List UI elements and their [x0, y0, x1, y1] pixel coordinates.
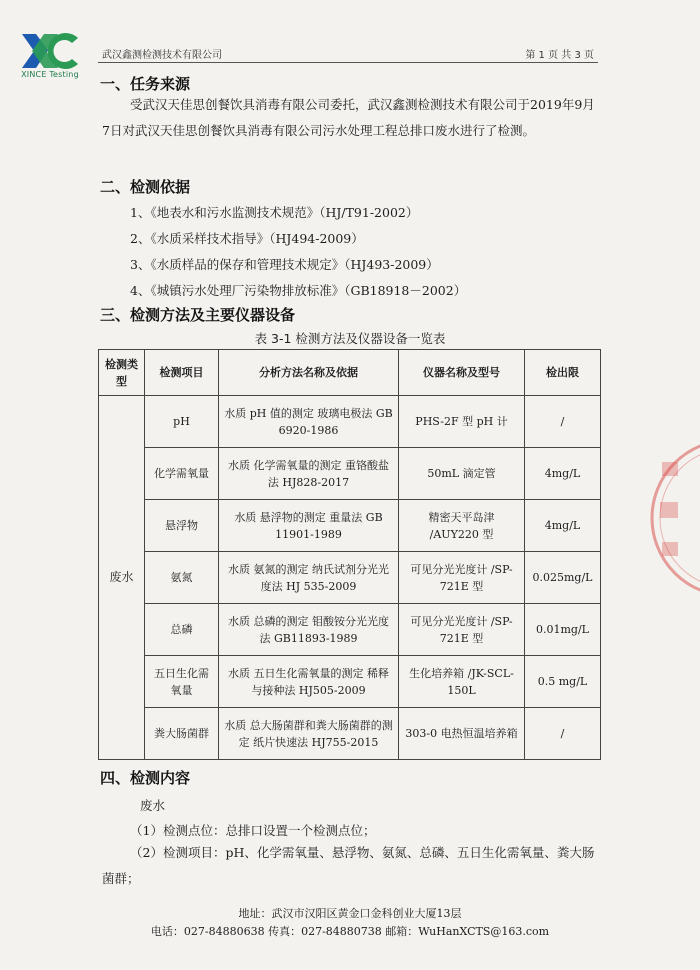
item-cell: 化学需氧量 [145, 448, 219, 500]
method-cell: 水质 pH 值的测定 玻璃电极法 GB 6920-1986 [219, 396, 399, 448]
item-cell: 悬浮物 [145, 500, 219, 552]
section-heading-content: 四、检测内容 [100, 769, 191, 787]
header-company-name: 武汉鑫测检测技术有限公司 [102, 50, 222, 61]
method-cell: 水质 氨氮的测定 纳氏试剂分光光度法 HJ 535-2009 [219, 552, 399, 604]
column-header: 仪器名称及型号 [399, 350, 525, 396]
limit-cell: / [525, 396, 601, 448]
section-heading-task-source: 一、任务来源 [100, 75, 191, 93]
basis-item: 4、《城镇污水处理厂污染物排放标准》（GB18918－2002） [130, 283, 467, 298]
column-header: 检出限 [525, 350, 601, 396]
table-row [99, 656, 601, 708]
instrument-cell: 50mL 滴定管 [399, 448, 525, 500]
method-cell: 水质 总磷的测定 钼酸铵分光光度法 GB11893-1989 [219, 604, 399, 656]
column-header: 检测项目 [145, 350, 219, 396]
logo-subtitle: XINCE Testing [21, 70, 79, 79]
table-row [99, 708, 601, 760]
basis-item: 2、《水质采样技术指导》（HJ494-2009） [130, 231, 364, 246]
column-header: 分析方法名称及依据 [219, 350, 399, 396]
section-heading-methods: 三、检测方法及主要仪器设备 [100, 306, 296, 324]
method-cell: 水质 化学需氧量的测定 重铬酸盐法 HJ828-2017 [219, 448, 399, 500]
table-header-row [99, 350, 601, 396]
footer-contact: 电话：027-84880638 传真：027-84880738 邮箱：WuHanXCTS@163.com [150, 925, 550, 938]
item-cell: 氨氮 [145, 552, 219, 604]
category-cell: 废水 [99, 396, 145, 760]
table-row [99, 604, 601, 656]
method-cell: 水质 总大肠菌群和粪大肠菌群的测定 纸片快速法 HJ755-2015 [219, 708, 399, 760]
column-header: 检测类型 [99, 350, 145, 396]
limit-cell: 0.5 mg/L [525, 656, 601, 708]
item-cell: 总磷 [145, 604, 219, 656]
methods-table [98, 349, 601, 760]
table-row [99, 552, 601, 604]
content-items: （2）检测项目：pH、化学需氧量、悬浮物、氨氮、总磷、五日生化需氧量、粪大肠菌群； [102, 845, 595, 886]
table-row [99, 500, 601, 552]
instrument-cell: 303-0 电热恒温培养箱 [399, 708, 525, 760]
company-logo-icon [18, 28, 80, 76]
table-row [99, 448, 601, 500]
instrument-cell: 可见分光光度计 /SP-721E 型 [399, 604, 525, 656]
limit-cell: / [525, 708, 601, 760]
limit-cell: 0.025mg/L [525, 552, 601, 604]
method-cell: 水质 悬浮物的测定 重量法 GB 11901-1989 [219, 500, 399, 552]
section-heading-basis: 二、检测依据 [100, 178, 191, 196]
content-point: （1）检测点位：总排口设置一个检测点位； [130, 823, 376, 838]
limit-cell: 4mg/L [525, 448, 601, 500]
item-cell: pH [145, 396, 219, 448]
item-cell: 粪大肠菌群 [145, 708, 219, 760]
content-subheading: 废水 [140, 798, 166, 813]
item-cell: 五日生化需氧量 [145, 656, 219, 708]
table-caption: 表 3-1 检测方法及仪器设备一览表 [254, 331, 446, 346]
limit-cell: 4mg/L [525, 500, 601, 552]
header-divider [98, 62, 598, 63]
seal-stamp-icon [648, 432, 700, 607]
instrument-cell: 生化培养箱 /JK-SCL-150L [399, 656, 525, 708]
basis-item: 3、《水质样品的保存和管理技术规定》（HJ493-2009） [130, 257, 439, 272]
task-source-paragraph: 受武汉天佳思创餐饮具消毒有限公司委托，武汉鑫测检测技术有限公司于2019年9月7日对武汉天佳思创餐饮具消毒有限公司污水处理工程总排口废水进行了检测。 [102, 97, 595, 138]
footer-address: 地址：武汉市汉阳区黄金口金科创业大厦13层 [238, 907, 462, 920]
instrument-cell: PHS-2F 型 pH 计 [399, 396, 525, 448]
page-number: 第 1 页 共 3 页 [525, 50, 594, 61]
basis-item: 1、《地表水和污水监测技术规范》（HJ/T91-2002） [130, 205, 419, 220]
instrument-cell: 可见分光光度计 /SP-721E 型 [399, 552, 525, 604]
method-cell: 水质 五日生化需氧量的测定 稀释与接种法 HJ505-2009 [219, 656, 399, 708]
limit-cell: 0.01mg/L [525, 604, 601, 656]
table-row [99, 396, 601, 448]
instrument-cell: 精密天平岛津 /AUY220 型 [399, 500, 525, 552]
